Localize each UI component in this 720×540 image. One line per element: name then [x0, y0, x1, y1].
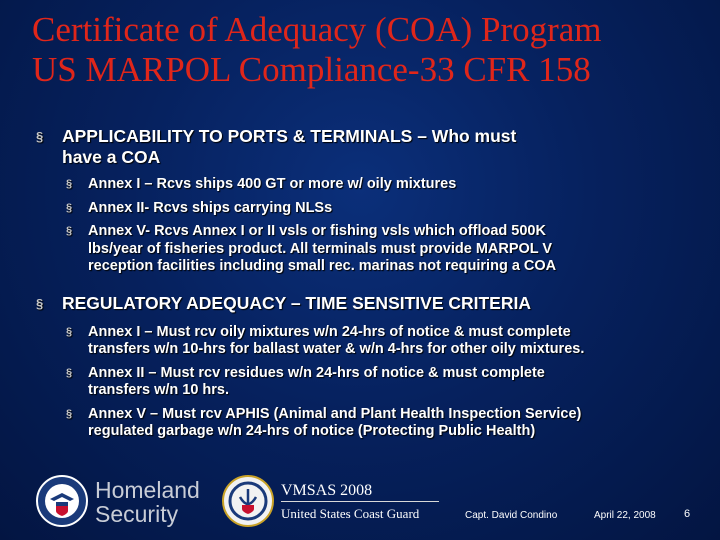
item-line: lbs/year of fisheries product. All terminals must provide MARPOL V — [88, 240, 553, 257]
item-line: Annex II – Must rcv residues w/n 24-hrs of notice & must complete — [88, 364, 545, 381]
uscg-seal-icon — [222, 475, 274, 527]
list-item — [36, 365, 696, 400]
title-line-1: Certificate of Adequacy (COA) Program — [32, 10, 602, 49]
footer-divider — [281, 501, 439, 502]
item-line: Annex V- Rcvs Annex I or II vsls or fishing vsls which offload 500K — [88, 223, 546, 239]
item-line: transfers w/n 10-hrs for ballast water & w/n 4-hrs for other oily mixtures. — [88, 341, 585, 357]
date-label: April 22, 2008 — [594, 510, 656, 521]
org-label: United States Coast Guard — [281, 506, 420, 521]
list-item — [36, 200, 696, 218]
wordmark-line: Homeland — [95, 477, 200, 503]
list-item — [36, 406, 696, 441]
section-heading-line: have a COA — [62, 147, 161, 167]
item-line: Annex I – Must rcv oily mixtures w/n 24-hrs of notice & must complete — [88, 323, 571, 340]
slide-content — [36, 126, 696, 441]
section-heading-line: APPLICABILITY TO PORTS & TERMINALS – Who must — [62, 126, 517, 146]
bullet-icon: § — [66, 225, 73, 237]
item-line: transfers w/n 10 hrs. — [88, 382, 230, 398]
bullet-icon: § — [66, 201, 73, 214]
title-line-2: US MARPOL Compliance-33 CFR 158 — [32, 50, 591, 89]
slide-title — [32, 10, 702, 90]
section-regulatory — [36, 293, 696, 314]
wordmark-line: Security — [95, 501, 179, 527]
list-item — [36, 176, 696, 194]
section-applicability — [36, 126, 696, 168]
section-heading-line: REGULATORY ADEQUACY – TIME SENSITIVE CRITERIA — [62, 292, 531, 313]
bullet-icon: § — [36, 129, 44, 144]
slide-footer — [0, 468, 720, 540]
bullet-icon: § — [66, 178, 73, 190]
item-line: Annex I – Rcvs ships 400 GT or more w/ oily mixtures — [88, 176, 457, 192]
bullet-icon: § — [66, 366, 73, 379]
presenter-label: Capt. David Condino — [465, 510, 558, 521]
event-label: VMSAS 2008 — [281, 482, 373, 499]
page-number: 6 — [684, 508, 691, 520]
bullet-icon: § — [66, 325, 73, 338]
list-item — [36, 223, 696, 276]
list-item — [36, 324, 696, 359]
item-line: regulated garbage w/n 24-hrs of notice (Protecting Public Health) — [88, 423, 536, 439]
homeland-security-wordmark — [95, 478, 200, 526]
bullet-icon: § — [36, 295, 44, 311]
bullet-icon: § — [66, 407, 73, 420]
item-line: Annex II- Rcvs ships carrying NLSs — [88, 199, 333, 216]
dhs-seal-icon — [36, 475, 88, 527]
item-line: Annex V – Must rcv APHIS (Animal and Plant Health Inspection Service) — [88, 405, 582, 422]
item-line: reception facilities including small rec. marinas not requiring a COA — [88, 258, 557, 274]
